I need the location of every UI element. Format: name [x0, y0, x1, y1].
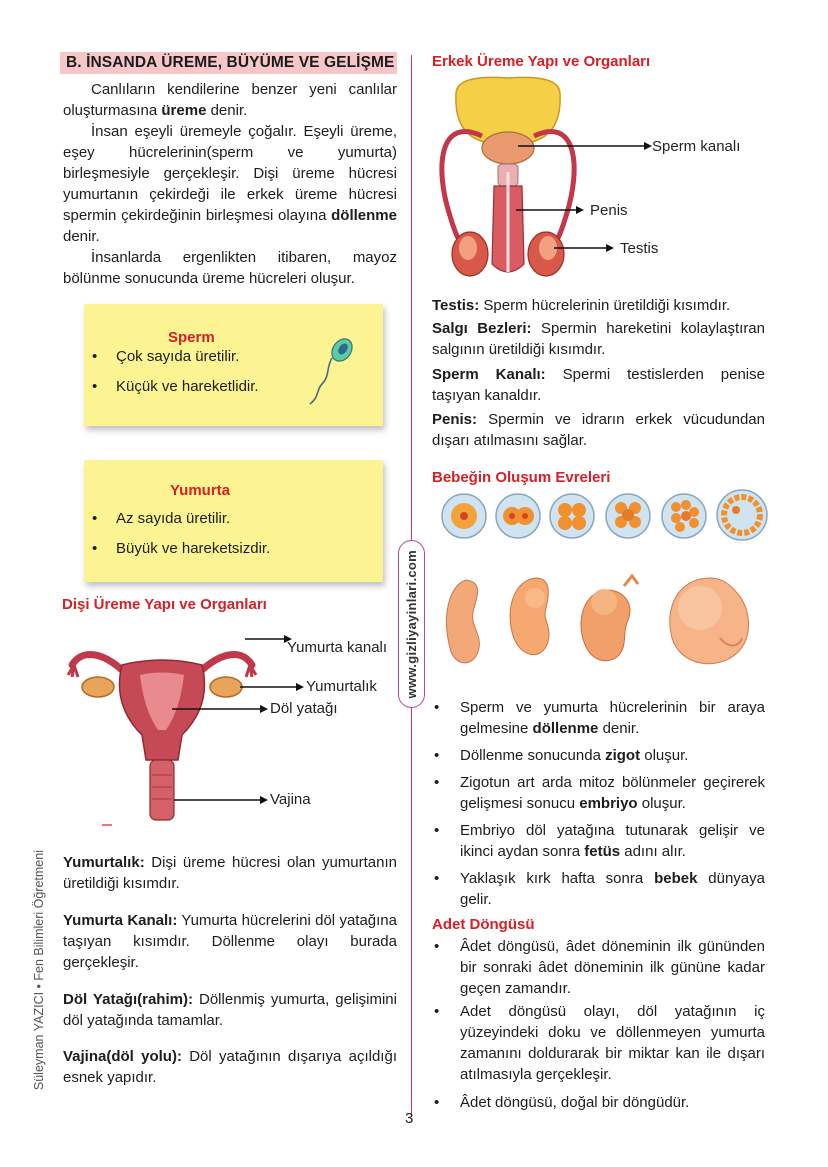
list-item: • Embriyo döl yatağına tutunarak gelişir ve ikinci aydan sonra fetüs adını alır.: [432, 820, 765, 862]
male-heading: Erkek Üreme Yapı ve Organları: [432, 53, 651, 70]
label-testis: Testis: [620, 240, 659, 257]
list-item: • Adet döngüsü olayı, döl yatağının iç yüzeyindeki doku ve döllenmeyen yumurta zamanını doldurarak bir miktar kan ile dışarı atılmasıyla gerçekleşir.: [432, 1001, 765, 1085]
egg-note-list: [84, 504, 270, 564]
list-item: • Âdet döngüsü, âdet döneminin ilk gününden bir sonraki âdet döneminin ilk gününe kadar geçen zamandır.: [432, 936, 765, 999]
female-heading: Dişi Üreme Yapı ve Organları: [62, 596, 267, 613]
cycle-heading: Adet Döngüsü: [432, 916, 535, 933]
page-number: 3: [405, 1110, 414, 1127]
section-title: B. İNSANDA ÜREME, BÜYÜME VE GELİŞME: [60, 52, 397, 74]
sperm-note-list: [84, 342, 259, 402]
site-url: www.gizliyayinlari.com: [404, 549, 419, 699]
sperm-note-title: Sperm: [168, 329, 215, 346]
baby-heading: Bebeğin Oluşum Evreleri: [432, 469, 611, 486]
egg-note: [84, 460, 383, 582]
sperm-note: [84, 304, 383, 426]
intro-paragraph-3: İnsanlarda ergenlikten itibaren, mayoz bölünme sonucunda üreme hücreleri oluşur.: [63, 249, 397, 287]
def-testis: Testis: Sperm hücrelerinin üretildiği kısımdır.: [432, 297, 731, 314]
cell-division-stages-illustration: [440, 488, 770, 546]
def-penis: Penis: Spermin ve idrarın erkek vücudundan dışarı atılmasını sağlar.: [432, 411, 765, 449]
intro-paragraph-1: Canlıların kendilerine benzer yeni canlılar oluşturmasına üreme denir.: [63, 81, 397, 119]
label-sperm-duct: Sperm kanalı: [652, 138, 741, 155]
list-item: • Yaklaşık kırk hafta sonra bebek dünyaya gelir.: [432, 868, 765, 910]
intro-paragraph-2: İnsan eşeyli üremeyle çoğalır. Eşeyli üreme, eşey hücrelerinin(sperm ve yumurta) birleşmesiyle gerçekleşir. Dişi üreme hücresi yumurtanın çekirdeği ile erkek üreme hücresi spermin çekirdeğinin birleşmesi olayına döllenme denir.: [63, 123, 397, 245]
baby-stages-list: [432, 697, 765, 910]
def-glands: Salgı Bezleri: Spermin hareketini kolaylaştıran salgının üretildiği kısımdır.: [432, 320, 765, 358]
list-item: • Döllenme sonucunda zigot oluşur.: [432, 745, 765, 766]
label-fallopian-tube: Yumurta kanalı: [287, 639, 388, 656]
def-vagina: Vajina(döl yolu): Döl yatağının dışarıya açıldığı esnek yapıdır.: [63, 1048, 397, 1086]
list-item: • Küçük ve hareketlidir.: [84, 372, 259, 402]
male-reproductive-diagram: [430, 76, 770, 288]
egg-note-title: Yumurta: [170, 482, 231, 499]
list-item: • Çok sayıda üretilir.: [84, 342, 259, 372]
def-sperm-duct: Sperm Kanalı: Spermi testislerden penise taşıyan kanaldır.: [432, 366, 765, 404]
list-item: • Az sayıda üretilir.: [84, 504, 270, 534]
label-uterus: Döl yatağı: [270, 700, 338, 717]
label-penis: Penis: [590, 202, 628, 219]
sperm-icon: [300, 336, 360, 408]
def-ovary: Yumurtalık: Dişi üreme hücresi olan yumurtanın üretildiği kısımdır.: [63, 854, 397, 892]
author-credit: Süleyman YAZICI • Fen Bilimleri Öğretmeni: [32, 849, 46, 1091]
list-item: • Zigotun art arda mitoz bölünmeler geçirerek gelişmesi sonucu embriyo oluşur.: [432, 772, 765, 814]
list-item: • Büyük ve hareketsizdir.: [84, 534, 270, 564]
label-ovary: Yumurtalık: [306, 678, 377, 695]
label-vagina: Vajina: [270, 791, 311, 808]
list-item: • Sperm ve yumurta hücrelerinin bir araya gelmesine döllenme denir.: [432, 697, 765, 739]
def-uterus: Döl Yatağı(rahim): Döllenmiş yumurta, gelişimini döl yatağında tamamlar.: [63, 991, 397, 1029]
embryo-stages-illustration: [438, 568, 773, 678]
cycle-list: [432, 936, 765, 1113]
def-fallopian-tube: Yumurta Kanalı: Yumurta hücrelerini döl yatağına taşıyan kısımdır. Döllenme olayı burada gerçekleşir.: [63, 912, 397, 971]
list-item: • Âdet döngüsü, doğal bir döngüdür.: [432, 1092, 765, 1113]
